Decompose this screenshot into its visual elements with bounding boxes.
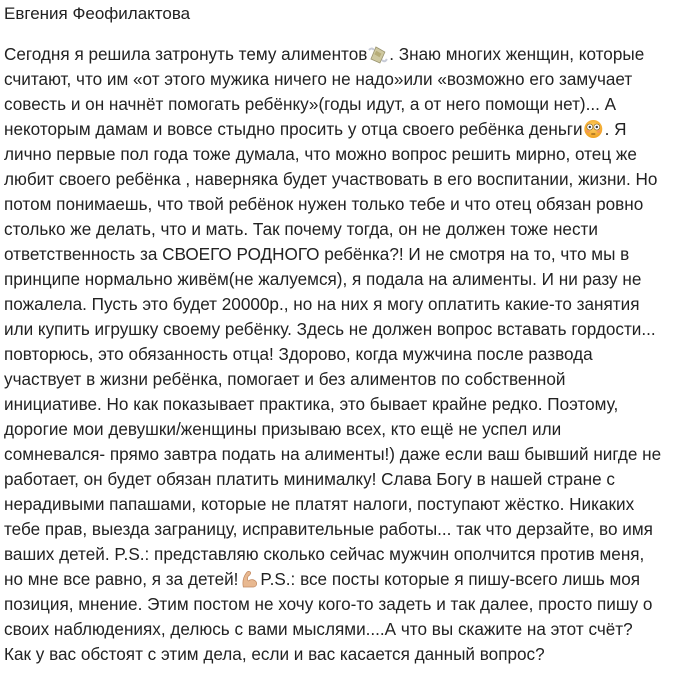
- post-line: но мне все равно, я за детей! P.S.: все посты которые я пишу-всего лишь моя: [4, 569, 641, 589]
- post-line: повторюсь, это обязанность отца! Здорово, когда мужчина после развода: [4, 344, 593, 364]
- post-line: столько же делать, что и мать. Так почему тогда, он не должен тоже нести: [4, 219, 598, 239]
- post-line: нерадивыми папашами, которые не платят налоги, поступают жёстко. Никаких: [4, 494, 635, 514]
- post-line: ваших детей. P.S.: представляю сколько сейчас мужчин ополчится против меня,: [4, 544, 645, 564]
- post-line: или купить игрушку своему ребёнку. Здесь не должен вопрос вставать гордости...: [4, 319, 656, 339]
- post-line: лично первые пол года тоже думала, что можно вопрос решить мирно, отец же: [4, 144, 637, 164]
- post-line: любит своего ребёнка , наверняка будет участвовать в его воспитании, жизни. Но: [4, 169, 658, 189]
- flexed-biceps-icon: [239, 569, 259, 589]
- post-line: своих наблюдениях, делюсь с вами мыслями....А что вы скажите на этот счёт?: [4, 619, 633, 639]
- post-author: Евгения Феофилактова: [4, 4, 191, 23]
- post-line: дорогие мои девушки/женщины призываю всех, кто ещё не успел или: [4, 419, 562, 439]
- post-line: пожалела. Пусть это будет 20000р., но на них я могу оплатить какие-то занятия: [4, 294, 640, 314]
- flushed-face-icon: [584, 119, 604, 139]
- post-line: позиция, мнение. Этим постом не хочу кого-то задеть и так далее, просто пишу о: [4, 594, 653, 614]
- post-line: некоторым дамам и вовсе стыдно просить у отца своего ребёнка деньги . Я: [4, 119, 627, 139]
- post-line: ответственность за СВОЕГО РОДНОГО ребёнка?! И не смотря на то, что мы в: [4, 244, 630, 264]
- post-line: потом понимаешь, что твой ребёнок нужен только тебе и что отец обязан ровно: [4, 194, 644, 214]
- post-line: работает, он будет обязан платить минималку! Слава Богу в нашей стране с: [4, 469, 615, 489]
- post-body: [4, 42, 696, 667]
- post-line: принципе нормально живём(не жалуемся), я подала на алименты. И ни разу не: [4, 269, 642, 289]
- post-line: тебе прав, выезда заграницу, исправительные работы... так что дерзайте, во имя: [4, 519, 653, 539]
- post-line: участвует в жизни ребёнка, помогает и без алиментов по собственной: [4, 369, 566, 389]
- post-line: считают, что им «от этого мужика ничего не надо»или «возможно его замучает: [4, 69, 633, 89]
- post-line: сомневался- прямо завтра подать на алименты!) даже если ваш бывший нигде не: [4, 444, 662, 464]
- post-line: Как у вас обстоят с этим дела, если и вас касается данный вопрос?: [4, 644, 545, 664]
- post-line: Сегодня я решила затронуть тему алиментов. Знаю многих женщин, которые: [4, 44, 645, 64]
- post-line: инициативе. Но как показывает практика, это бывает крайне редко. Поэтому,: [4, 394, 619, 414]
- money-with-wings-icon: [368, 44, 388, 64]
- post-line: совесть и он начнёт помогать ребёнку»(годы идут, а от него помощи нет)... А: [4, 94, 617, 114]
